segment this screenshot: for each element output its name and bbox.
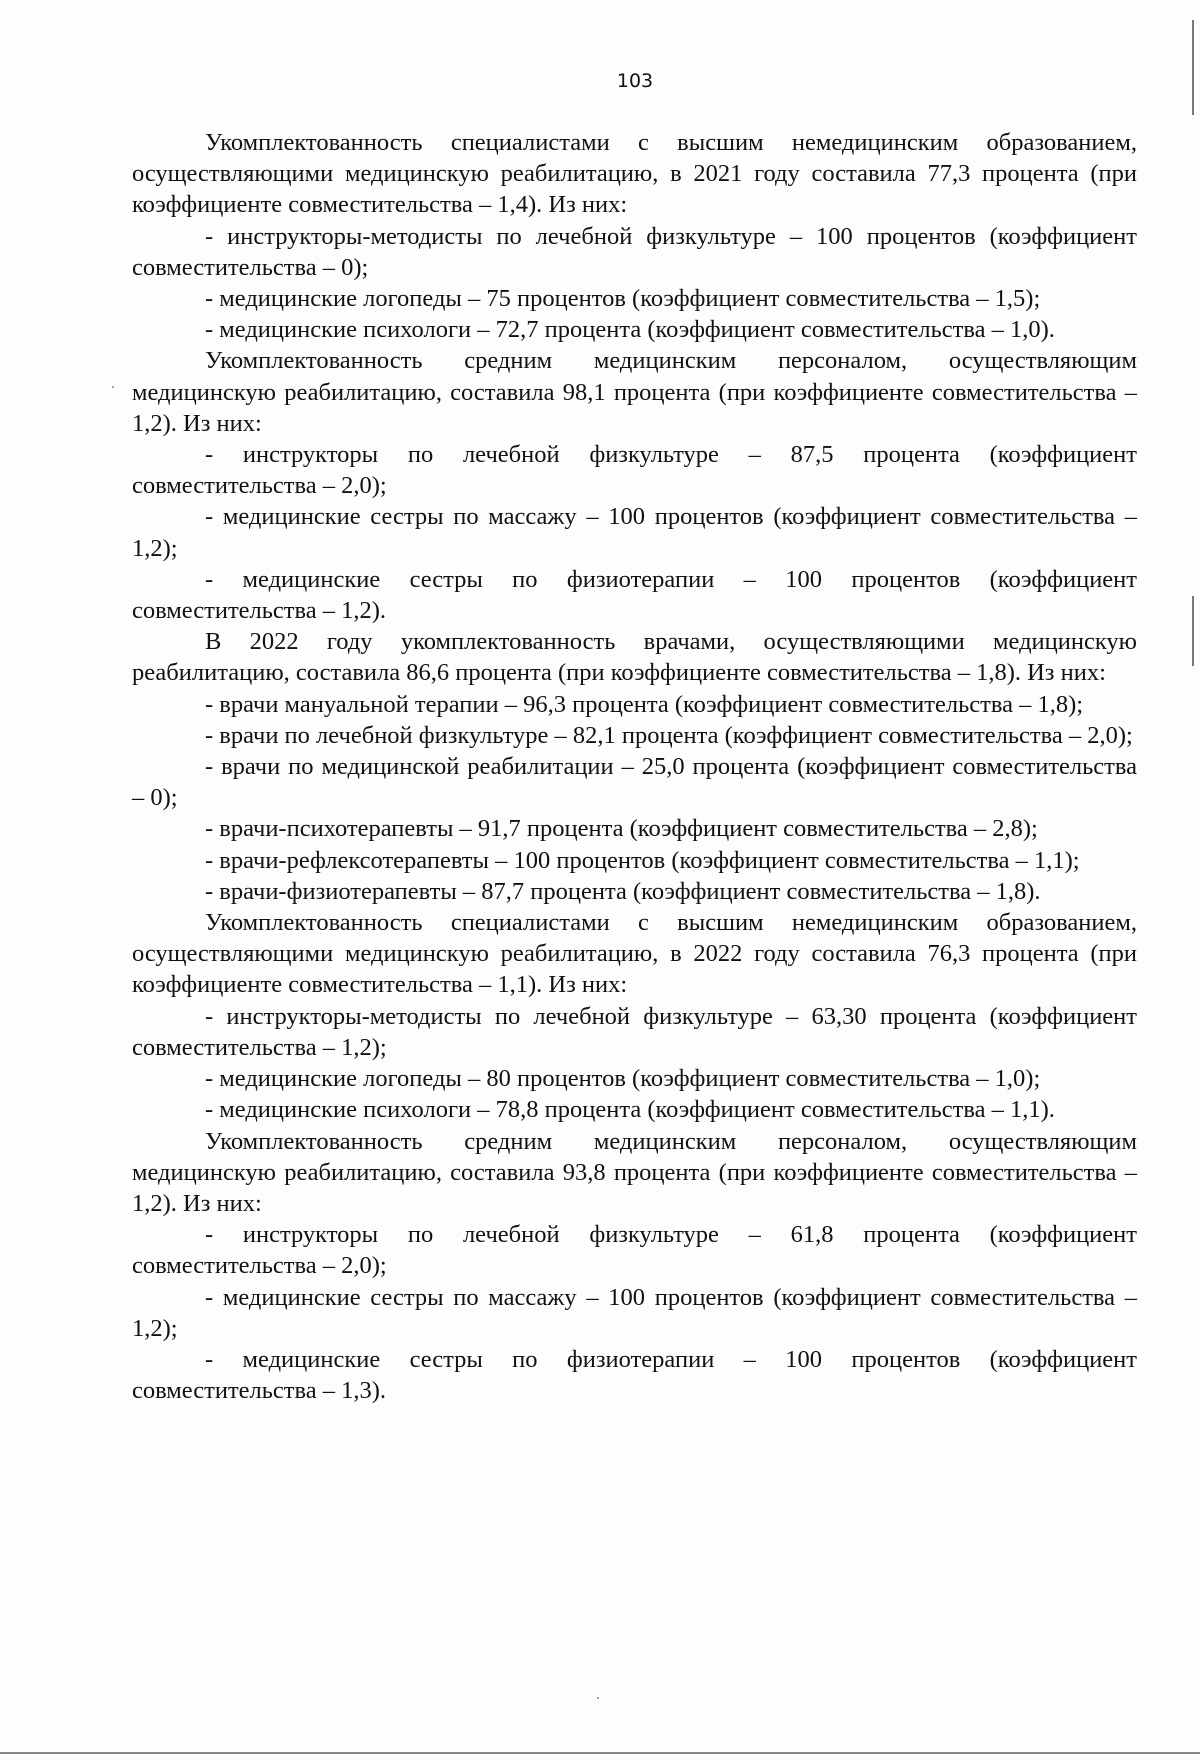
list-item: - медицинские психологи – 72,7 процента (коэффициент совместительства – 1,0). (205, 316, 1055, 344)
list-item: - медицинские сестры по массажу – 100 процентов (коэффициент совместительства – 1,2); (132, 503, 1137, 562)
paragraph: Укомплектованность специалистами с высшим немедицинским образованием, осуществляющими медицинскую реабилитацию, в 2022 году составила 76,3 процента (при коэффициенте совместительства – 1,1). Из них: (132, 909, 1137, 999)
paragraph: В 2022 году укомплектованность врачами, осуществляющими медицинскую реабилитацию, составила 86,6 процента (при коэффициенте совместительства – 1,8). Из них: (132, 628, 1137, 687)
list-item: - медицинские сестры по физиотерапии – 100 процентов (коэффициент совместительства – 1,2). (132, 565, 1137, 625)
page-number: 103 (616, 70, 654, 92)
scan-edge-mark (1192, 596, 1194, 666)
list-item: - врачи-психотерапевты – 91,7 процента (коэффициент совместительства – 2,8); (205, 815, 1038, 843)
paragraph: Укомплектованность средним медицинским персоналом, осуществляющим медицинскую реабилитацию, составила 93,8 процента (при коэффициенте совместительства – 1,2). Из них: (132, 1127, 1137, 1217)
scan-edge-mark (1192, 20, 1194, 115)
list-item: - врачи-рефлексотерапевты – 100 процентов (коэффициент совместительства – 1,1); (205, 846, 1080, 874)
list-item: - врачи по медицинской реабилитации – 25,0 процента (коэффициент совместительства – 0); (132, 753, 1137, 812)
list-item: - медицинские сестры по массажу – 100 процентов (коэффициент совместительства – 1,2); (132, 1283, 1137, 1342)
scan-speck (597, 1697, 599, 1699)
list-item: - медицинские психологи – 78,8 процента (коэффициент совместительства – 1,1). (205, 1096, 1055, 1124)
paragraph: Укомплектованность специалистами с высшим немедицинским образованием, осуществляющими медицинскую реабилитацию, в 2021 году составила 77,3 процента (при коэффициенте совместительства – 1,4). Из них: (132, 129, 1137, 219)
document-body (132, 127, 1137, 1406)
list-item: - врачи по лечебной физкультуре – 82,1 процента (коэффициент совместительства – 2,0); (205, 721, 1133, 749)
scan-speck (112, 386, 114, 388)
paragraph: Укомплектованность средним медицинским персоналом, осуществляющим медицинскую реабилитацию, составила 98,1 процента (при коэффициенте совместительства – 1,2). Из них: (132, 347, 1137, 437)
list-item: - врачи мануальной терапии – 96,3 процента (коэффициент совместительства – 1,8); (205, 690, 1084, 718)
list-item: - медицинские сестры по физиотерапии – 100 процентов (коэффициент совместительства – 1,3). (132, 1345, 1137, 1405)
list-item: - инструкторы-методисты по лечебной физкультуре – 100 процентов (коэффициент совместительства – 0); (132, 222, 1137, 281)
list-item: - врачи-физиотерапевты – 87,7 процента (коэффициент совместительства – 1,8). (205, 877, 1041, 905)
list-item: - медицинские логопеды – 80 процентов (коэффициент совместительства – 1,0); (205, 1065, 1041, 1093)
scan-bottom-edge (0, 1752, 1200, 1754)
list-item: - инструкторы по лечебной физкультуре – 87,5 процента (коэффициент совместительства – 2,0); (132, 441, 1137, 500)
list-item: - медицинские логопеды – 75 процентов (коэффициент совместительства – 1,5); (205, 285, 1041, 313)
list-item: - инструкторы-методисты по лечебной физкультуре – 63,30 процента (коэффициент совместительства – 1,2); (132, 1002, 1137, 1061)
list-item: - инструкторы по лечебной физкультуре – 61,8 процента (коэффициент совместительства – 2,0); (132, 1221, 1137, 1280)
